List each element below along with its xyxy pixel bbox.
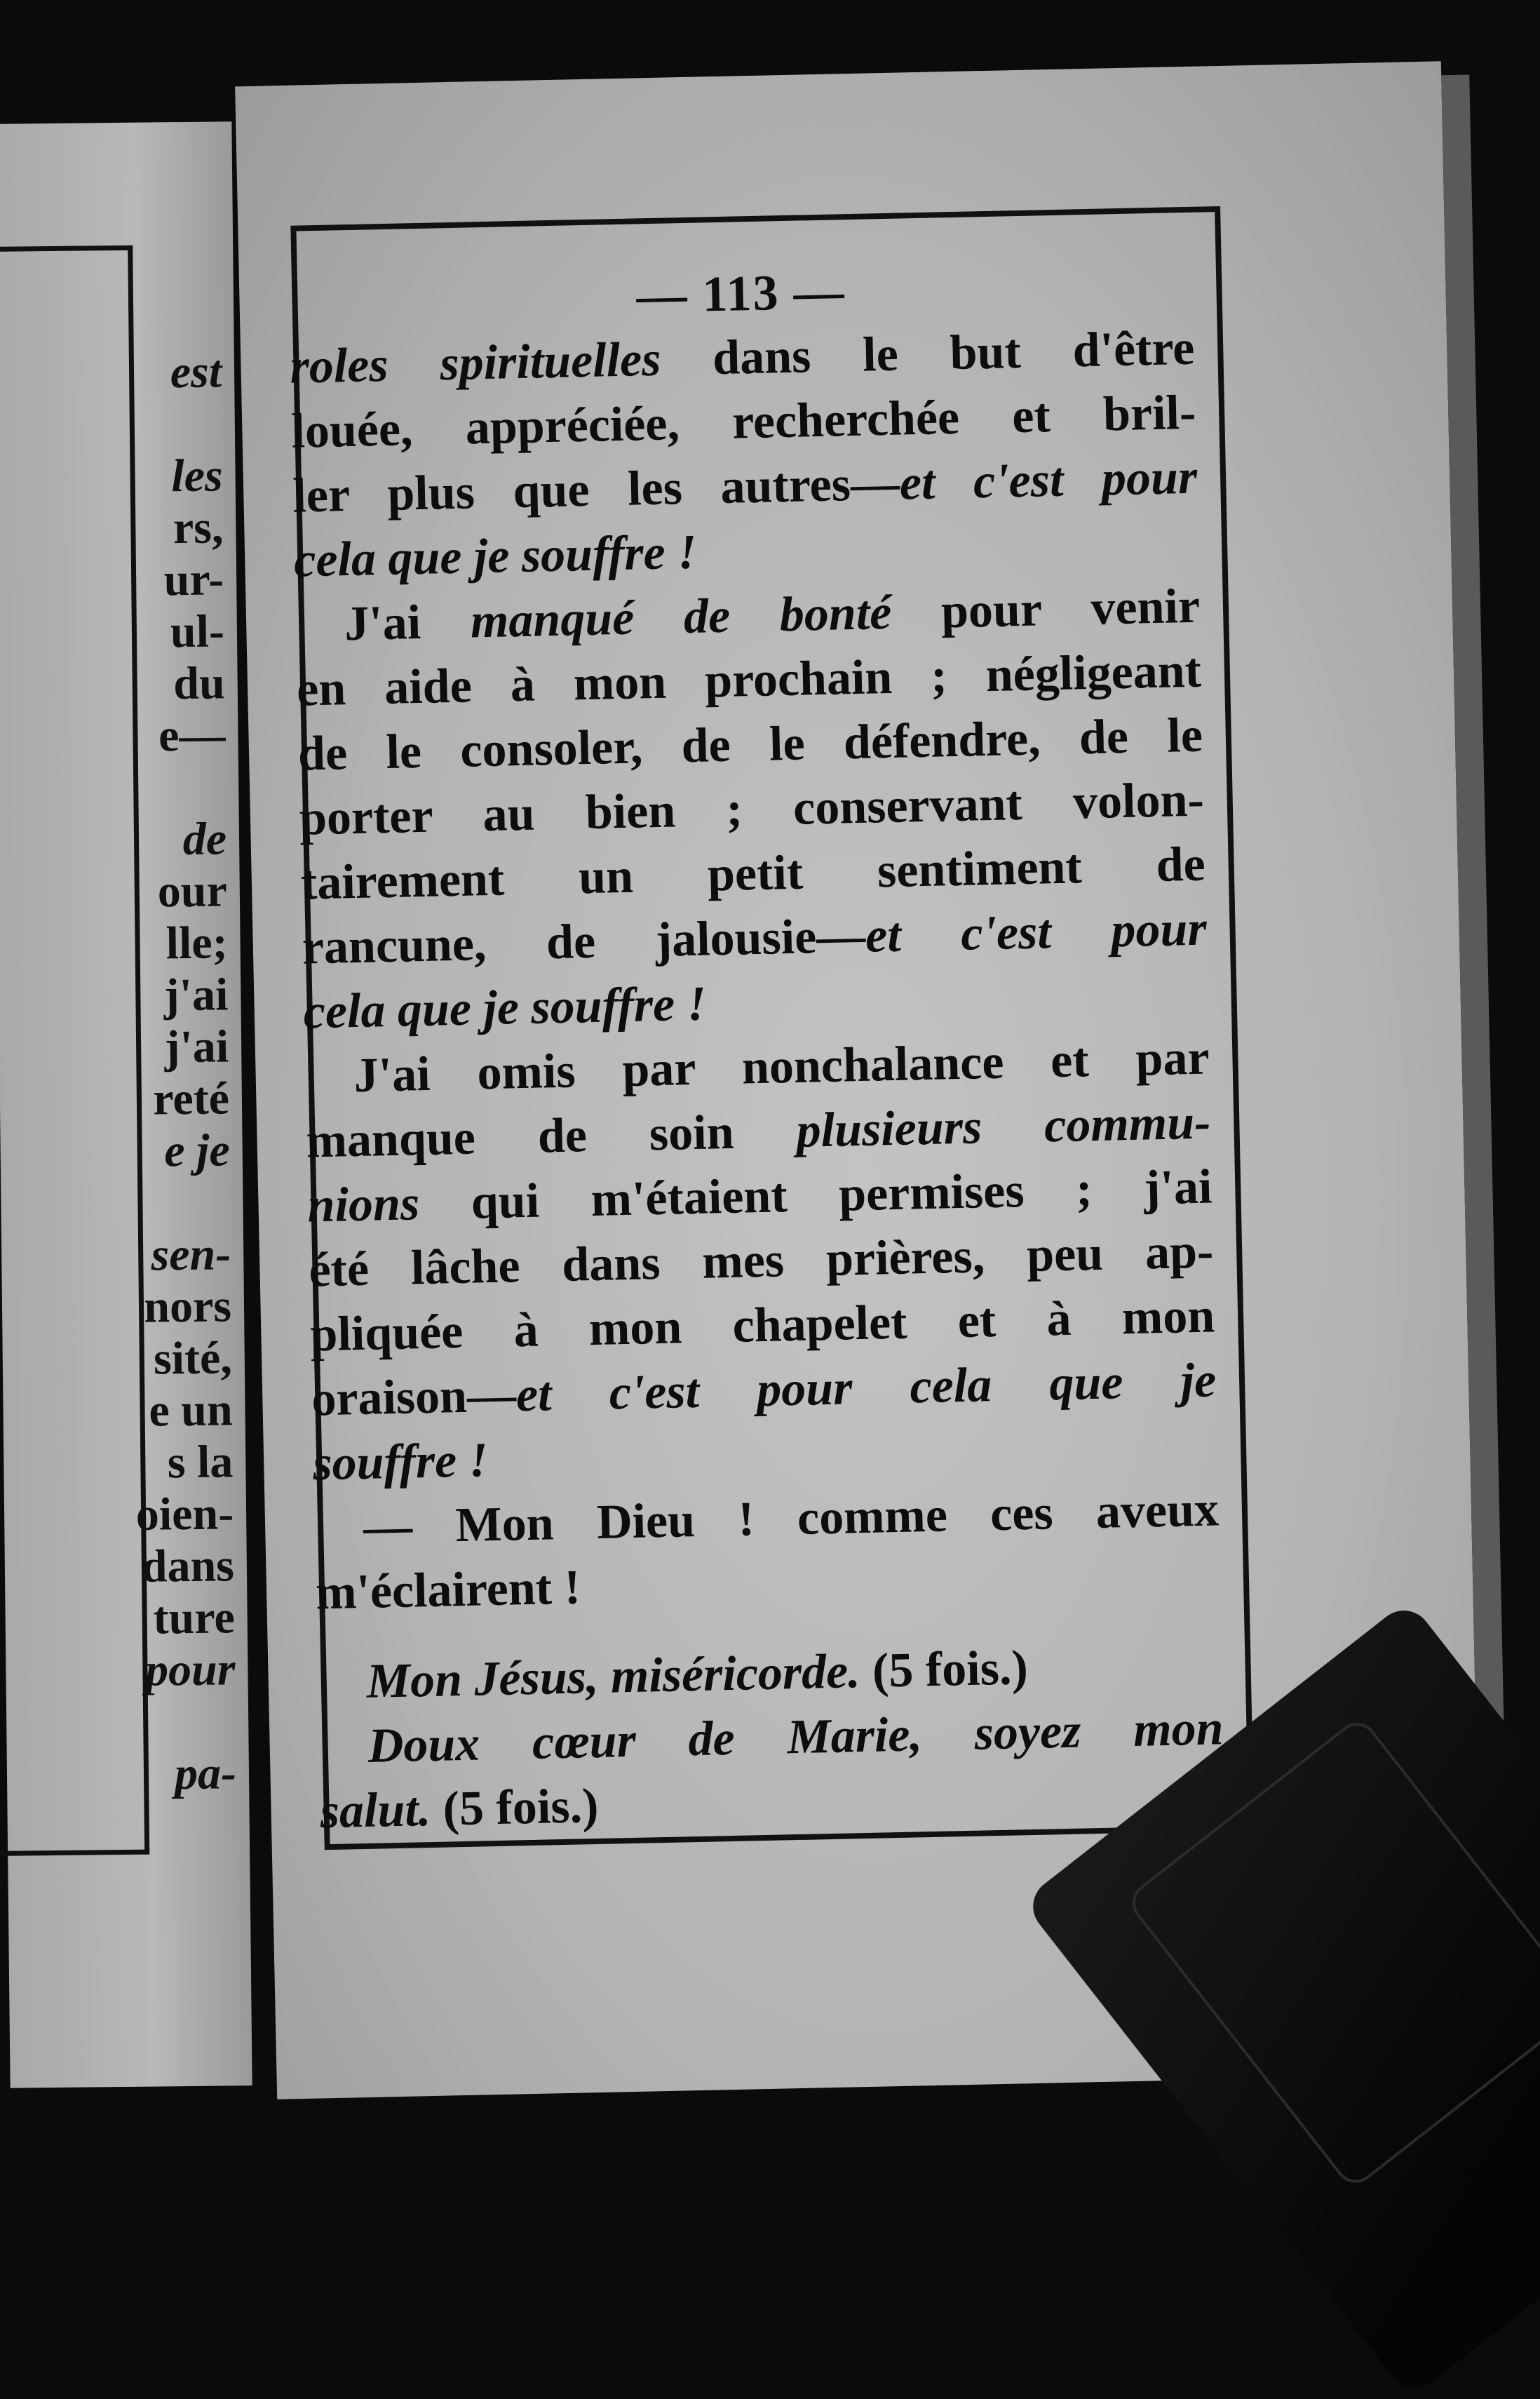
previous-page-fragment: ul-	[170, 605, 225, 658]
previous-page-fragment: oien-	[135, 1488, 234, 1540]
previous-page-fragment: j'ai	[164, 1021, 229, 1073]
text-segment: J'ai omis par nonchalance et par	[353, 1030, 1210, 1103]
italic-text: souffre !	[312, 1433, 489, 1491]
previous-page-fragment	[138, 1695, 236, 1748]
page-body	[288, 256, 1226, 1845]
previous-page-fragment: rs,	[173, 502, 224, 554]
text-segment: été lâche dans mes prières, peu ap-	[308, 1224, 1215, 1298]
italic-text: et c'est pour cela que je	[515, 1353, 1217, 1423]
text-segment: qui m'étaient permises ; j'ai	[419, 1160, 1213, 1231]
previous-page-fragment: ur-	[163, 553, 224, 606]
text-segment: (5 fois.)	[859, 1641, 1029, 1699]
previous-page-fragment: our	[157, 865, 228, 918]
previous-page-fragment: ture	[153, 1592, 236, 1644]
text-segment: porter au bien ; conservant volon-	[299, 772, 1205, 846]
prayer-lines	[317, 1632, 1225, 1844]
text-segment: manque de soin	[305, 1103, 797, 1169]
italic-text: cela que je souffre !	[293, 525, 698, 588]
previous-page-fragment: nors	[143, 1280, 232, 1333]
previous-page-fragment: sen-	[151, 1228, 231, 1281]
previous-page	[0, 121, 252, 2088]
previous-page-fragment: e je	[163, 1124, 231, 1177]
previous-page-fragment: lle;	[166, 917, 228, 969]
text-segment: J'ai	[344, 594, 471, 652]
text-segment: pliquée à mon chapelet et à mon	[309, 1289, 1215, 1362]
italic-text: cela que je souffre !	[302, 976, 707, 1040]
text-segment: — Mon Dieu ! comme ces aveux	[363, 1482, 1220, 1554]
italic-text: nions	[306, 1176, 420, 1233]
previous-page-fragment: e—	[158, 709, 226, 762]
text-segment: louée, appréciée, recherchée et bril-	[290, 385, 1196, 459]
italic-text: et c'est pour	[865, 901, 1208, 963]
previous-page-fragment	[133, 1176, 231, 1229]
italic-text: Doux cœur de Marie, soyez mon	[367, 1701, 1224, 1773]
body-lines	[290, 316, 1221, 1626]
text-segment: rancune, de jalousie—	[302, 908, 866, 975]
previous-page-fragment: s la	[167, 1436, 234, 1489]
italic-text: et c'est pour	[899, 450, 1198, 511]
previous-page-fragment: j'ai	[163, 969, 229, 1021]
text-segment: m'éclairent !	[315, 1560, 581, 1620]
previous-page-fragment: du	[173, 657, 226, 710]
previous-page-fragment: e un	[148, 1384, 233, 1437]
previous-page-fragment: est	[170, 346, 222, 398]
previous-page-fragment	[128, 761, 227, 814]
previous-page-fragment: pour	[144, 1644, 236, 1696]
italic-text: manqué de bonté	[470, 585, 893, 649]
text-segment: de le consoler, de le défendre, de le	[297, 708, 1203, 781]
previous-page-fragment: sité,	[153, 1332, 233, 1385]
italic-text: plusieurs commu-	[795, 1095, 1212, 1158]
italic-text: roles spirituelles	[289, 332, 662, 394]
text-segment: ler plus que les autres—	[292, 456, 900, 523]
previous-page-fragment: reté	[152, 1073, 230, 1125]
italic-text: Mon Jésus, miséricorde.	[365, 1644, 861, 1709]
previous-page-fragment: pa-	[174, 1747, 237, 1800]
text-segment: en aide à mon prochain ; négligeant	[296, 643, 1202, 717]
text-segment: dans le but d'être	[660, 321, 1196, 387]
previous-page-fragment	[124, 398, 222, 450]
text-segment: oraison—	[311, 1368, 517, 1427]
previous-page-fragment: de	[182, 813, 227, 866]
previous-page-fragment: dans	[141, 1540, 235, 1592]
previous-page-fragment: les	[170, 450, 223, 502]
italic-text: salut.	[319, 1782, 432, 1839]
text-segment: pour venir	[891, 579, 1201, 640]
text-segment: tairement un petit sentiment de	[300, 837, 1206, 910]
previous-page-text-fragments	[123, 346, 236, 1800]
page-number: — 113 —	[635, 263, 846, 324]
text-segment: (5 fois.)	[430, 1779, 600, 1837]
